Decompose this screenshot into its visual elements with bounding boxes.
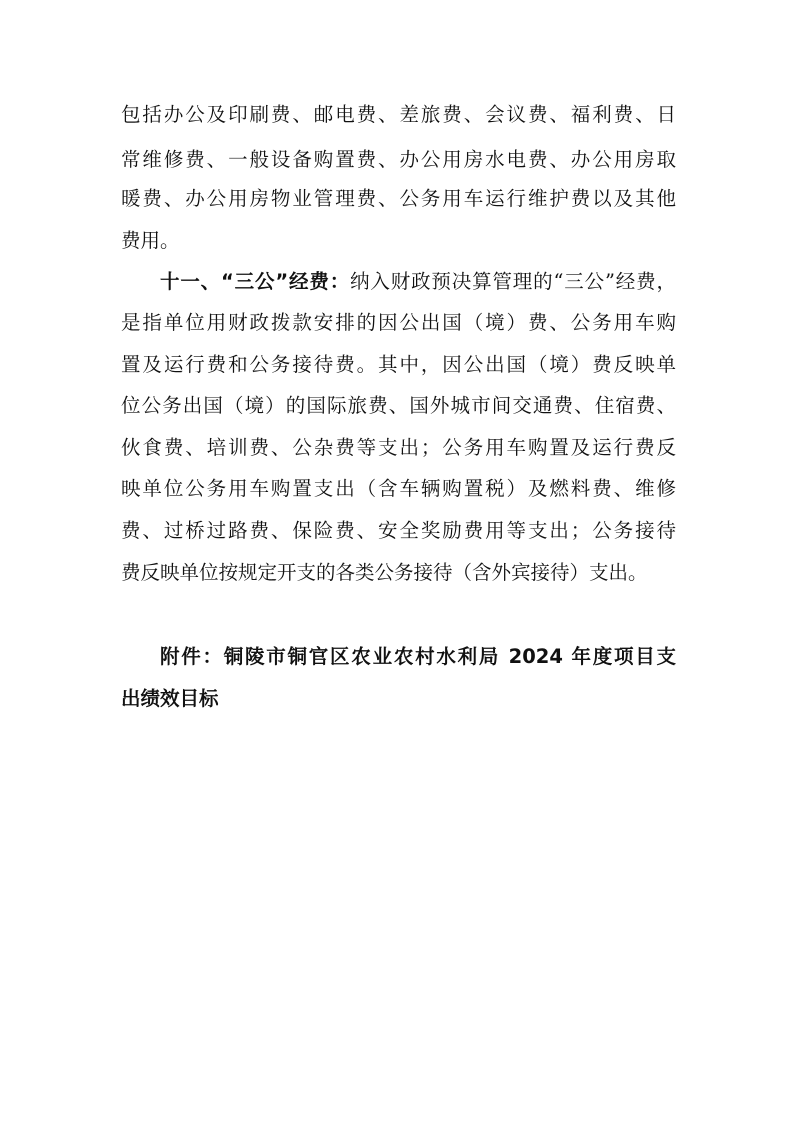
section-eleven-line-2: 是指单位用财政拨款安排的因公出国（境）费、公务用车购 xyxy=(121,311,676,334)
section-eleven-line-3: 置及运行费和公务接待费。其中，因公出国（境）费反映单 xyxy=(121,353,676,376)
paragraph-line-2: 常维修费、一般设备购置费、办公用房水电费、办公用房取 xyxy=(121,148,676,171)
attachment-line-2: 出绩效目标 xyxy=(121,687,219,710)
section-eleven-line-6: 映单位公务用车购置支出（含车辆购置税）及燃料费、维修 xyxy=(121,477,676,500)
section-eleven-line-7: 费、过桥过路费、保险费、安全奖励费用等支出；公务接待 xyxy=(121,519,676,542)
paragraph-line-4: 费用。 xyxy=(121,229,180,252)
paragraph-line-3: 暖费、办公用房物业管理费、公务用车运行维护费以及其他 xyxy=(121,187,676,210)
section-eleven-first-line xyxy=(160,268,676,296)
attachment-line-1: 附件：铜陵市铜官区农业农村水利局 2024 年度项目支 xyxy=(160,645,676,668)
section-eleven-line-8: 费反映单位按规定开支的各类公务接待（含外宾接待）支出。 xyxy=(121,561,648,584)
paragraph-line-1: 包括办公及印刷费、邮电费、差旅费、会议费、福利费、日 xyxy=(121,103,676,126)
section-eleven-line-5: 伙食费、培训费、公杂费等支出；公务用车购置及运行费反 xyxy=(121,436,676,459)
section-eleven-heading: 十一、“三公”经费： xyxy=(160,270,351,293)
section-eleven-first-line-text: 纳入财政预决算管理的“三公”经费， xyxy=(350,270,676,293)
section-eleven-line-4: 位公务出国（境）的国际旅费、国外城市间交通费、住宿费、 xyxy=(121,394,676,417)
